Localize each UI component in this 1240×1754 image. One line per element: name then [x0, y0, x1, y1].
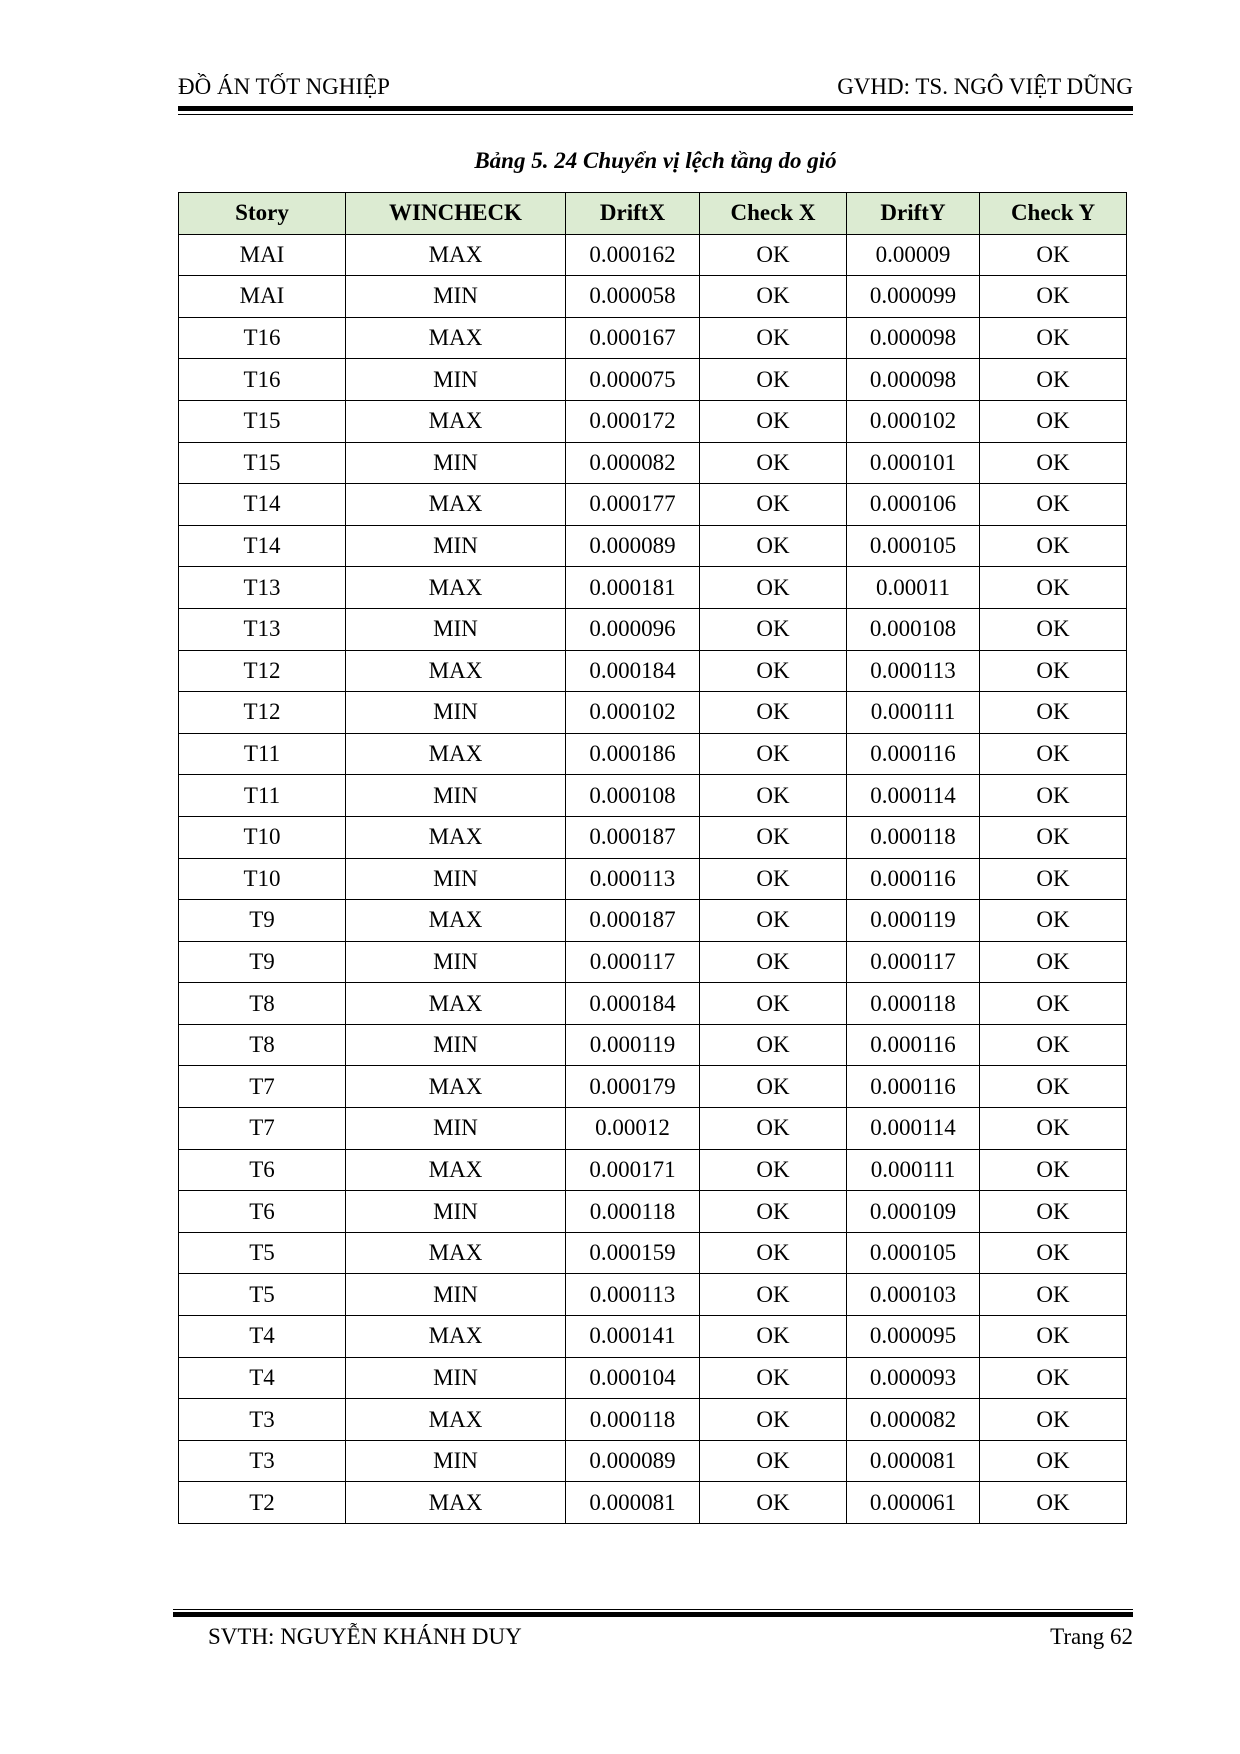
table-row [179, 484, 1127, 526]
cell-checkx: OK [700, 567, 847, 609]
cell-wincheck: MAX [346, 234, 566, 276]
column-header-story: Story [179, 193, 346, 235]
table-row [179, 1149, 1127, 1191]
cell-checky: OK [980, 1399, 1127, 1441]
cell-wincheck: MAX [346, 400, 566, 442]
cell-checky: OK [980, 1191, 1127, 1233]
header-supervisor: GVHD: TS. NGÔ VIỆT DŨNG [837, 74, 1133, 99]
cell-story: T3 [179, 1440, 346, 1482]
table-row [179, 941, 1127, 983]
cell-story: T15 [179, 400, 346, 442]
cell-driftx: 0.000184 [566, 983, 700, 1025]
cell-checky: OK [980, 1357, 1127, 1399]
cell-wincheck: MAX [346, 1399, 566, 1441]
header-rule [178, 106, 1133, 111]
table-row [179, 234, 1127, 276]
cell-wincheck: MAX [346, 567, 566, 609]
cell-checky: OK [980, 983, 1127, 1025]
cell-drifty: 0.000102 [847, 400, 980, 442]
cell-checky: OK [980, 692, 1127, 734]
cell-story: T11 [179, 733, 346, 775]
cell-wincheck: MAX [346, 900, 566, 942]
cell-drifty: 0.000105 [847, 1232, 980, 1274]
cell-wincheck: MIN [346, 775, 566, 817]
cell-wincheck: MIN [346, 276, 566, 318]
page-number: Trang 62 [1050, 1624, 1133, 1649]
cell-drifty: 0.000101 [847, 442, 980, 484]
cell-checky: OK [980, 442, 1127, 484]
page-header [178, 74, 1133, 104]
cell-drifty: 0.000118 [847, 983, 980, 1025]
cell-checkx: OK [700, 733, 847, 775]
cell-story: T16 [179, 317, 346, 359]
cell-drifty: 0.000105 [847, 525, 980, 567]
cell-checkx: OK [700, 276, 847, 318]
cell-drifty: 0.000114 [847, 775, 980, 817]
table-row [179, 1066, 1127, 1108]
table-header-row [179, 193, 1127, 235]
cell-wincheck: MIN [346, 1357, 566, 1399]
cell-wincheck: MAX [346, 317, 566, 359]
cell-checkx: OK [700, 1191, 847, 1233]
cell-drifty: 0.000082 [847, 1399, 980, 1441]
cell-checkx: OK [700, 1274, 847, 1316]
cell-story: T15 [179, 442, 346, 484]
cell-checky: OK [980, 317, 1127, 359]
cell-wincheck: MIN [346, 1108, 566, 1150]
cell-checky: OK [980, 1066, 1127, 1108]
table-row [179, 442, 1127, 484]
cell-story: T6 [179, 1149, 346, 1191]
footer-rule [173, 1612, 1133, 1617]
cell-driftx: 0.000081 [566, 1482, 700, 1524]
cell-story: T12 [179, 692, 346, 734]
cell-story: MAI [179, 276, 346, 318]
cell-checky: OK [980, 400, 1127, 442]
cell-driftx: 0.000117 [566, 941, 700, 983]
footer-rule-thin [173, 1609, 1133, 1610]
cell-driftx: 0.000113 [566, 858, 700, 900]
cell-checky: OK [980, 1024, 1127, 1066]
cell-wincheck: MIN [346, 1440, 566, 1482]
cell-driftx: 0.000118 [566, 1399, 700, 1441]
cell-driftx: 0.000187 [566, 900, 700, 942]
cell-story: T10 [179, 816, 346, 858]
cell-drifty: 0.000111 [847, 1149, 980, 1191]
cell-wincheck: MAX [346, 1232, 566, 1274]
page-footer [178, 1624, 1133, 1654]
table-row [179, 1357, 1127, 1399]
cell-driftx: 0.000102 [566, 692, 700, 734]
cell-driftx: 0.000108 [566, 775, 700, 817]
cell-drifty: 0.000116 [847, 1024, 980, 1066]
cell-story: T3 [179, 1399, 346, 1441]
cell-story: T8 [179, 983, 346, 1025]
cell-checkx: OK [700, 400, 847, 442]
cell-checky: OK [980, 650, 1127, 692]
cell-checky: OK [980, 276, 1127, 318]
cell-checky: OK [980, 525, 1127, 567]
cell-wincheck: MAX [346, 733, 566, 775]
table-row [179, 400, 1127, 442]
cell-story: T5 [179, 1232, 346, 1274]
cell-story: T4 [179, 1357, 346, 1399]
cell-checky: OK [980, 733, 1127, 775]
cell-checkx: OK [700, 1482, 847, 1524]
cell-checkx: OK [700, 484, 847, 526]
cell-drifty: 0.000099 [847, 276, 980, 318]
cell-checkx: OK [700, 525, 847, 567]
cell-wincheck: MIN [346, 941, 566, 983]
cell-checkx: OK [700, 983, 847, 1025]
table-row [179, 1440, 1127, 1482]
table-row [179, 1316, 1127, 1358]
cell-drifty: 0.000098 [847, 359, 980, 401]
table-row [179, 858, 1127, 900]
cell-checkx: OK [700, 608, 847, 650]
table-row [179, 1399, 1127, 1441]
cell-driftx: 0.000171 [566, 1149, 700, 1191]
cell-drifty: 0.00009 [847, 234, 980, 276]
cell-checky: OK [980, 1482, 1127, 1524]
table-row [179, 900, 1127, 942]
cell-driftx: 0.000141 [566, 1316, 700, 1358]
table-row [179, 1482, 1127, 1524]
cell-wincheck: MIN [346, 442, 566, 484]
cell-drifty: 0.000095 [847, 1316, 980, 1358]
cell-drifty: 0.000103 [847, 1274, 980, 1316]
table-row [179, 775, 1127, 817]
table-row [179, 1024, 1127, 1066]
cell-driftx: 0.000075 [566, 359, 700, 401]
cell-wincheck: MIN [346, 692, 566, 734]
table-body [179, 234, 1127, 1523]
cell-story: T7 [179, 1108, 346, 1150]
cell-driftx: 0.000119 [566, 1024, 700, 1066]
cell-story: T11 [179, 775, 346, 817]
cell-wincheck: MAX [346, 484, 566, 526]
cell-checky: OK [980, 567, 1127, 609]
cell-wincheck: MIN [346, 1274, 566, 1316]
cell-drifty: 0.000113 [847, 650, 980, 692]
cell-driftx: 0.000104 [566, 1357, 700, 1399]
cell-checkx: OK [700, 1232, 847, 1274]
header-rule-thin [178, 114, 1133, 115]
cell-checkx: OK [700, 1440, 847, 1482]
cell-checkx: OK [700, 816, 847, 858]
cell-drifty: 0.000117 [847, 941, 980, 983]
cell-checkx: OK [700, 359, 847, 401]
cell-story: T8 [179, 1024, 346, 1066]
cell-wincheck: MIN [346, 359, 566, 401]
cell-checky: OK [980, 1149, 1127, 1191]
cell-drifty: 0.000106 [847, 484, 980, 526]
table-row [179, 1232, 1127, 1274]
cell-story: T10 [179, 858, 346, 900]
cell-drifty: 0.000093 [847, 1357, 980, 1399]
cell-drifty: 0.000061 [847, 1482, 980, 1524]
column-header-driftx: DriftX [566, 193, 700, 235]
cell-checkx: OK [700, 1108, 847, 1150]
header-document-title: ĐỒ ÁN TỐT NGHIỆP [178, 74, 390, 99]
cell-driftx: 0.000187 [566, 816, 700, 858]
cell-drifty: 0.00011 [847, 567, 980, 609]
cell-wincheck: MIN [346, 1191, 566, 1233]
drift-table [178, 192, 1127, 1524]
cell-story: T6 [179, 1191, 346, 1233]
cell-drifty: 0.000118 [847, 816, 980, 858]
cell-checkx: OK [700, 1357, 847, 1399]
cell-story: T14 [179, 525, 346, 567]
cell-checkx: OK [700, 317, 847, 359]
cell-drifty: 0.000108 [847, 608, 980, 650]
cell-wincheck: MAX [346, 1316, 566, 1358]
footer-student: SVTH: NGUYỄN KHÁNH DUY [208, 1624, 522, 1649]
table-row [179, 608, 1127, 650]
table-row [179, 650, 1127, 692]
cell-wincheck: MIN [346, 1024, 566, 1066]
cell-checkx: OK [700, 1149, 847, 1191]
column-header-checky: Check Y [980, 193, 1127, 235]
cell-drifty: 0.000109 [847, 1191, 980, 1233]
cell-driftx: 0.000177 [566, 484, 700, 526]
cell-driftx: 0.00012 [566, 1108, 700, 1150]
cell-drifty: 0.000098 [847, 317, 980, 359]
table-row [179, 525, 1127, 567]
cell-driftx: 0.000181 [566, 567, 700, 609]
cell-driftx: 0.000167 [566, 317, 700, 359]
cell-checky: OK [980, 816, 1127, 858]
cell-checkx: OK [700, 1066, 847, 1108]
cell-story: T7 [179, 1066, 346, 1108]
cell-story: T9 [179, 941, 346, 983]
column-header-checkx: Check X [700, 193, 847, 235]
table-row [179, 567, 1127, 609]
cell-story: T5 [179, 1274, 346, 1316]
table-row [179, 317, 1127, 359]
cell-checkx: OK [700, 234, 847, 276]
cell-checkx: OK [700, 858, 847, 900]
table-row [179, 1108, 1127, 1150]
table-row [179, 1274, 1127, 1316]
cell-driftx: 0.000113 [566, 1274, 700, 1316]
cell-wincheck: MAX [346, 1066, 566, 1108]
cell-checkx: OK [700, 941, 847, 983]
cell-checky: OK [980, 234, 1127, 276]
cell-wincheck: MAX [346, 1482, 566, 1524]
cell-story: T4 [179, 1316, 346, 1358]
cell-checkx: OK [700, 1316, 847, 1358]
cell-drifty: 0.000116 [847, 733, 980, 775]
cell-driftx: 0.000172 [566, 400, 700, 442]
cell-checkx: OK [700, 442, 847, 484]
cell-checkx: OK [700, 1399, 847, 1441]
cell-wincheck: MIN [346, 525, 566, 567]
cell-checkx: OK [700, 900, 847, 942]
cell-checky: OK [980, 941, 1127, 983]
cell-story: T13 [179, 567, 346, 609]
cell-driftx: 0.000118 [566, 1191, 700, 1233]
cell-checky: OK [980, 1108, 1127, 1150]
cell-checky: OK [980, 775, 1127, 817]
cell-driftx: 0.000162 [566, 234, 700, 276]
cell-story: MAI [179, 234, 346, 276]
cell-checky: OK [980, 1316, 1127, 1358]
cell-wincheck: MIN [346, 608, 566, 650]
cell-checky: OK [980, 1232, 1127, 1274]
cell-story: T16 [179, 359, 346, 401]
column-header-drifty: DriftY [847, 193, 980, 235]
table-row [179, 816, 1127, 858]
cell-story: T14 [179, 484, 346, 526]
cell-checky: OK [980, 900, 1127, 942]
cell-drifty: 0.000111 [847, 692, 980, 734]
cell-driftx: 0.000058 [566, 276, 700, 318]
table-row [179, 983, 1127, 1025]
table-row [179, 359, 1127, 401]
table-row [179, 1191, 1127, 1233]
table-caption: Bảng 5. 24 Chuyển vị lệch tầng do gió [474, 148, 837, 173]
cell-checky: OK [980, 484, 1127, 526]
cell-wincheck: MAX [346, 650, 566, 692]
cell-checkx: OK [700, 1024, 847, 1066]
cell-driftx: 0.000082 [566, 442, 700, 484]
cell-checky: OK [980, 1274, 1127, 1316]
cell-checky: OK [980, 858, 1127, 900]
table-row [179, 276, 1127, 318]
cell-story: T12 [179, 650, 346, 692]
cell-drifty: 0.000116 [847, 1066, 980, 1108]
cell-driftx: 0.000179 [566, 1066, 700, 1108]
cell-wincheck: MAX [346, 1149, 566, 1191]
cell-drifty: 0.000081 [847, 1440, 980, 1482]
cell-checky: OK [980, 359, 1127, 401]
cell-wincheck: MAX [346, 983, 566, 1025]
cell-driftx: 0.000186 [566, 733, 700, 775]
cell-story: T13 [179, 608, 346, 650]
table-row [179, 733, 1127, 775]
cell-drifty: 0.000119 [847, 900, 980, 942]
cell-checkx: OK [700, 692, 847, 734]
cell-driftx: 0.000184 [566, 650, 700, 692]
cell-driftx: 0.000159 [566, 1232, 700, 1274]
cell-checkx: OK [700, 650, 847, 692]
cell-story: T9 [179, 900, 346, 942]
table-container [178, 192, 1127, 1524]
cell-checky: OK [980, 608, 1127, 650]
cell-checky: OK [980, 1440, 1127, 1482]
cell-wincheck: MAX [346, 816, 566, 858]
table-row [179, 692, 1127, 734]
cell-wincheck: MIN [346, 858, 566, 900]
cell-driftx: 0.000089 [566, 525, 700, 567]
cell-drifty: 0.000116 [847, 858, 980, 900]
cell-drifty: 0.000114 [847, 1108, 980, 1150]
column-header-wincheck: WINCHECK [346, 193, 566, 235]
cell-checkx: OK [700, 775, 847, 817]
cell-driftx: 0.000096 [566, 608, 700, 650]
cell-story: T2 [179, 1482, 346, 1524]
cell-driftx: 0.000089 [566, 1440, 700, 1482]
